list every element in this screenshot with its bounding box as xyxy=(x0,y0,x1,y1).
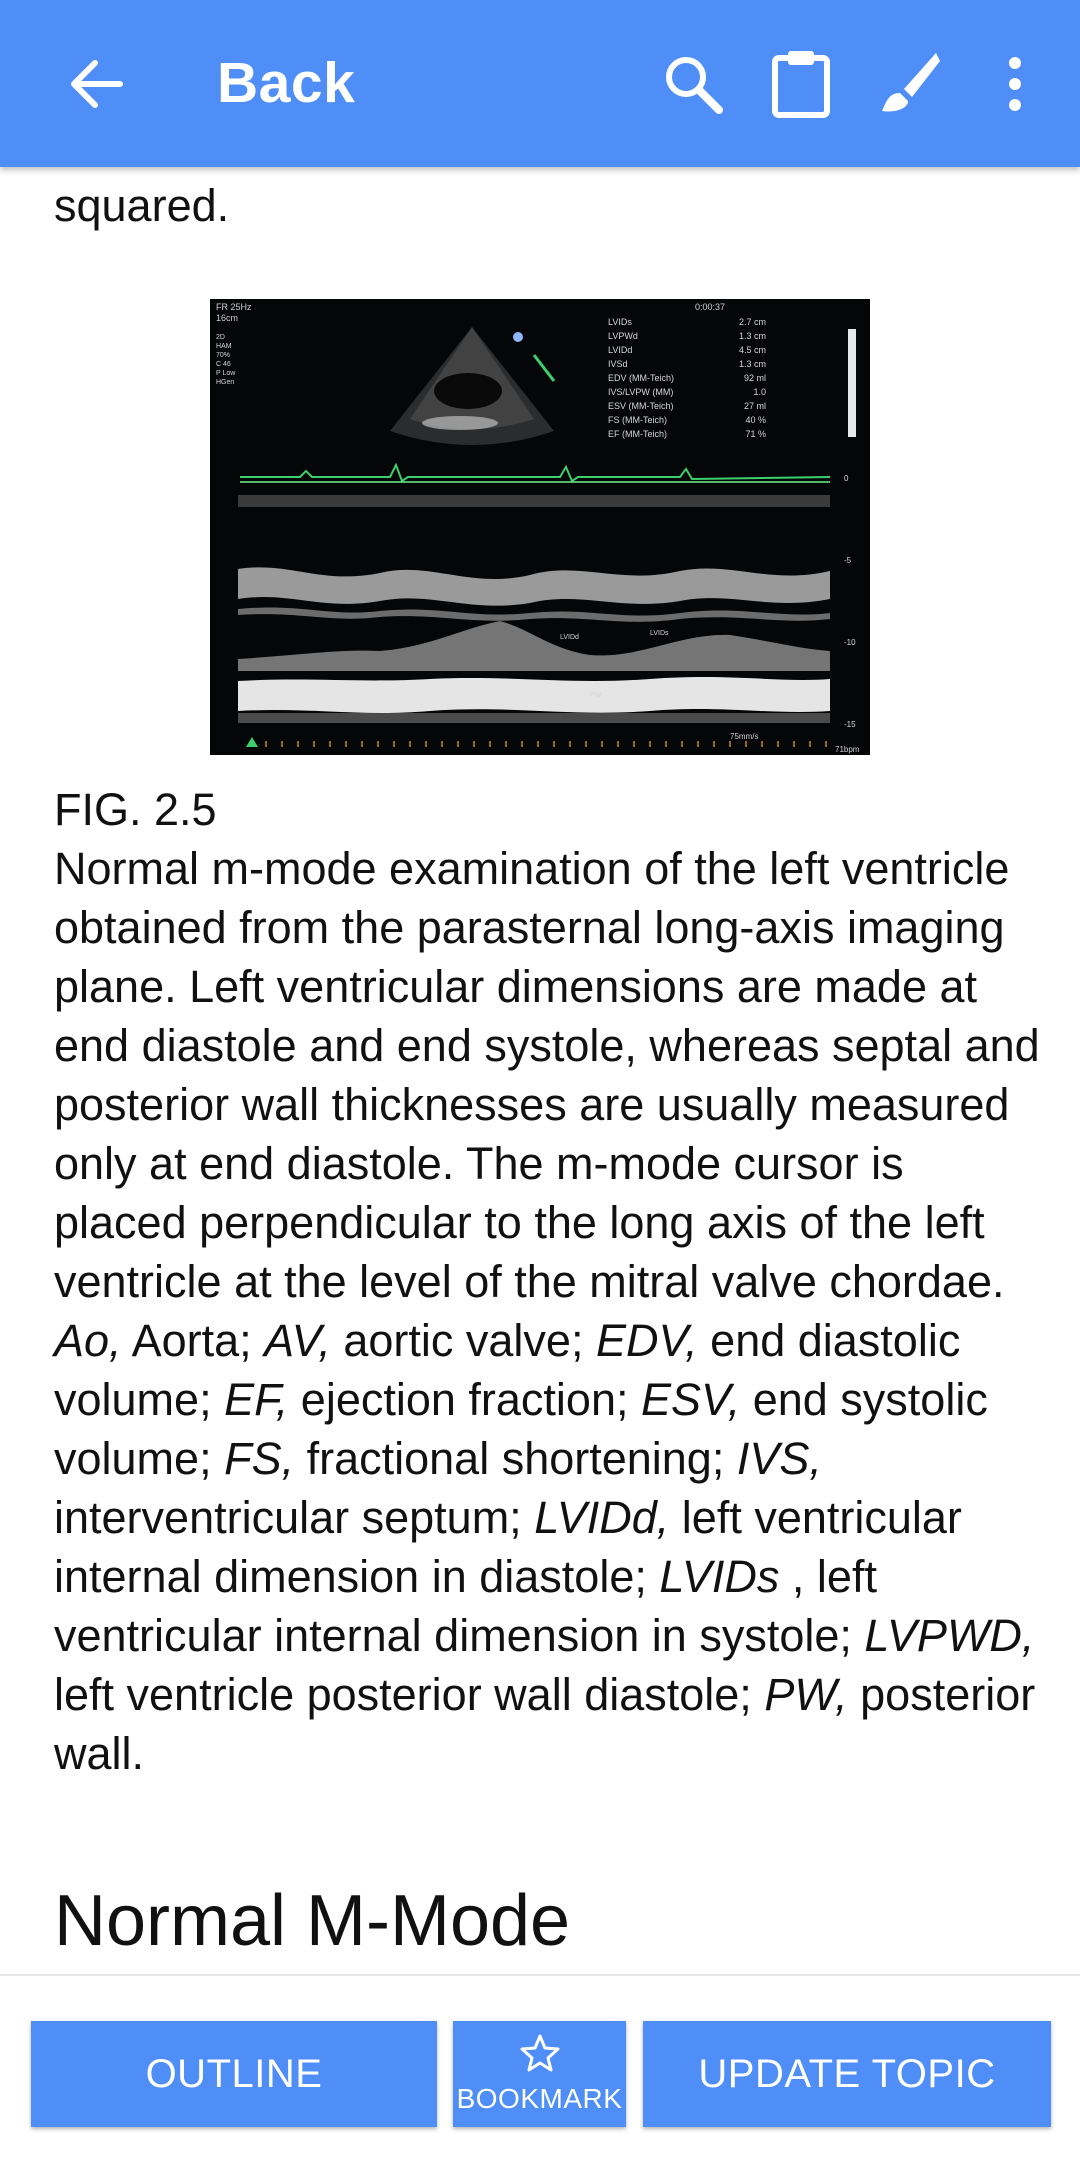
fig-measurement-value: 1.0 xyxy=(753,387,766,397)
abbr-ef-def: ejection fraction; xyxy=(288,1374,641,1425)
fig-measurement-value: 4.5 cm xyxy=(738,345,766,355)
figure-caption xyxy=(54,839,1044,1783)
abbr-lvids: LVIDs xyxy=(659,1551,780,1602)
abbr-edv: EDV, xyxy=(595,1315,698,1366)
fig-setting: C 46 xyxy=(216,361,231,368)
fig-measurement-value: 27 ml xyxy=(743,401,766,411)
abbr-ao-def: Aorta; xyxy=(121,1315,265,1366)
abbr-fs-def: fractional shortening; xyxy=(294,1433,737,1484)
article-content[interactable] xyxy=(0,167,1080,1974)
bookmark-button[interactable] xyxy=(453,2021,626,2127)
abbr-esv: ESV, xyxy=(640,1374,741,1425)
fig-measurement-value: 1.3 cm xyxy=(738,359,766,369)
arrow-back-icon[interactable] xyxy=(60,52,132,116)
fig-speed: 75mm/s xyxy=(730,732,759,741)
fig-setting: HAM xyxy=(216,343,232,350)
fig-measurement-label: LVPWd xyxy=(608,331,638,341)
fig-measurements xyxy=(608,317,766,439)
abbr-lvpwd: LVPWD, xyxy=(864,1610,1035,1661)
fig-depth-scale xyxy=(844,474,856,729)
caption-main: Normal m-mode examination of the left ventricle obtained from the parasternal long-axis imaging plane. Left ventricular dimensions are made at end diastole and end systole, whereas septal and posterior wall thicknesses are usually measured only at end diastole. The m-mode cursor is placed perpendicular to the long axis of the left ventricle at the level of the mitral valve chordae. xyxy=(54,843,1040,1307)
fig-inline-label: PW xyxy=(590,692,602,699)
fig-inline-label: LVIDd xyxy=(560,634,579,641)
bottom-action-bar xyxy=(0,1974,1080,2170)
abbr-lvpwd-def: left ventricle posterior wall diastole; xyxy=(54,1669,765,1720)
abbr-ef: EF, xyxy=(224,1374,289,1425)
more-vert-icon[interactable] xyxy=(979,48,1051,120)
abbr-av: AV, xyxy=(264,1315,331,1366)
fig-measurement-value: 2.7 cm xyxy=(738,317,766,327)
outline-button[interactable] xyxy=(31,2021,437,2127)
fig-measurement-label: EDV (MM-Teich) xyxy=(608,373,675,383)
fig-inline-label: LVIDs xyxy=(650,630,669,637)
fig-measurement-label: IVS/LVPW (MM) xyxy=(608,387,674,397)
fig-header-left-2: 16cm xyxy=(216,313,239,323)
fig-header-time: 0:00:37 xyxy=(695,302,726,312)
fig-setting: P Low xyxy=(216,370,236,377)
abbr-ivs-def: interventricular septum; xyxy=(54,1492,535,1543)
fig-bpm: 71bpm xyxy=(835,745,860,754)
echocardiogram-figure xyxy=(210,299,870,755)
app-bar xyxy=(0,0,1080,167)
fig-setting: 70% xyxy=(216,352,231,359)
fig-depth-mark: -15 xyxy=(844,720,856,729)
abbr-fs: FS, xyxy=(224,1433,295,1484)
fig-depth-mark: 0 xyxy=(844,474,849,483)
fig-depth-mark: -5 xyxy=(844,556,852,565)
fig-measurement-value: 71 % xyxy=(745,429,766,439)
fig-measurement-label: LVIDs xyxy=(608,317,632,327)
update-topic-button-label: UPDATE TOPIC xyxy=(698,2051,996,2096)
abbr-av-def: aortic valve; xyxy=(330,1315,596,1366)
abbr-pw-def: posterior wall. xyxy=(54,1669,1036,1779)
fig-measurement-value: 92 ml xyxy=(743,373,766,383)
clipboard-icon[interactable] xyxy=(765,48,837,120)
fig-measurement-label: ESV (MM-Teich) xyxy=(608,401,674,411)
fig-setting: HGen xyxy=(216,379,235,386)
abbr-esv-def: end systolic volume; xyxy=(54,1374,988,1484)
brush-icon[interactable] xyxy=(873,48,945,120)
search-icon[interactable] xyxy=(657,48,729,120)
abbr-pw: PW, xyxy=(764,1669,848,1720)
text-fragment: squared. xyxy=(54,180,230,231)
figure-label: FIG. 2.5 xyxy=(54,784,217,835)
star-outline-icon xyxy=(520,2034,560,2079)
abbr-lvids-def: , left ventricular internal dimension in systole; xyxy=(54,1551,877,1661)
abbr-lvidd-def: left ventricular internal dimension in diastole; xyxy=(54,1492,962,1602)
fig-measurement-value: 40 % xyxy=(745,415,766,425)
fig-depth-mark: -10 xyxy=(844,638,856,647)
fig-settings xyxy=(216,334,236,386)
abbr-lvidd: LVIDd, xyxy=(534,1492,670,1543)
abbr-edv-def: end diastolic volume; xyxy=(54,1315,961,1425)
section-heading: Normal M-Mode xyxy=(54,1881,571,1961)
fig-measurement-label: FS (MM-Teich) xyxy=(608,415,667,425)
bookmark-button-label: BOOKMARK xyxy=(456,2082,623,2114)
abbr-ao: Ao, xyxy=(54,1315,122,1366)
fig-setting: 2D xyxy=(216,334,225,341)
fig-measurement-label: IVSd xyxy=(608,359,628,369)
fig-measurement-label: LVIDd xyxy=(608,345,633,355)
back-label[interactable]: Back xyxy=(217,51,356,115)
update-topic-button[interactable] xyxy=(643,2021,1051,2127)
fig-measurement-value: 1.3 cm xyxy=(738,331,766,341)
abbr-ivs: IVS, xyxy=(736,1433,822,1484)
outline-button-label: OUTLINE xyxy=(145,2051,323,2096)
fig-measurement-label: EF (MM-Teich) xyxy=(608,429,667,439)
fig-header-left-1: FR 25Hz xyxy=(216,302,252,312)
